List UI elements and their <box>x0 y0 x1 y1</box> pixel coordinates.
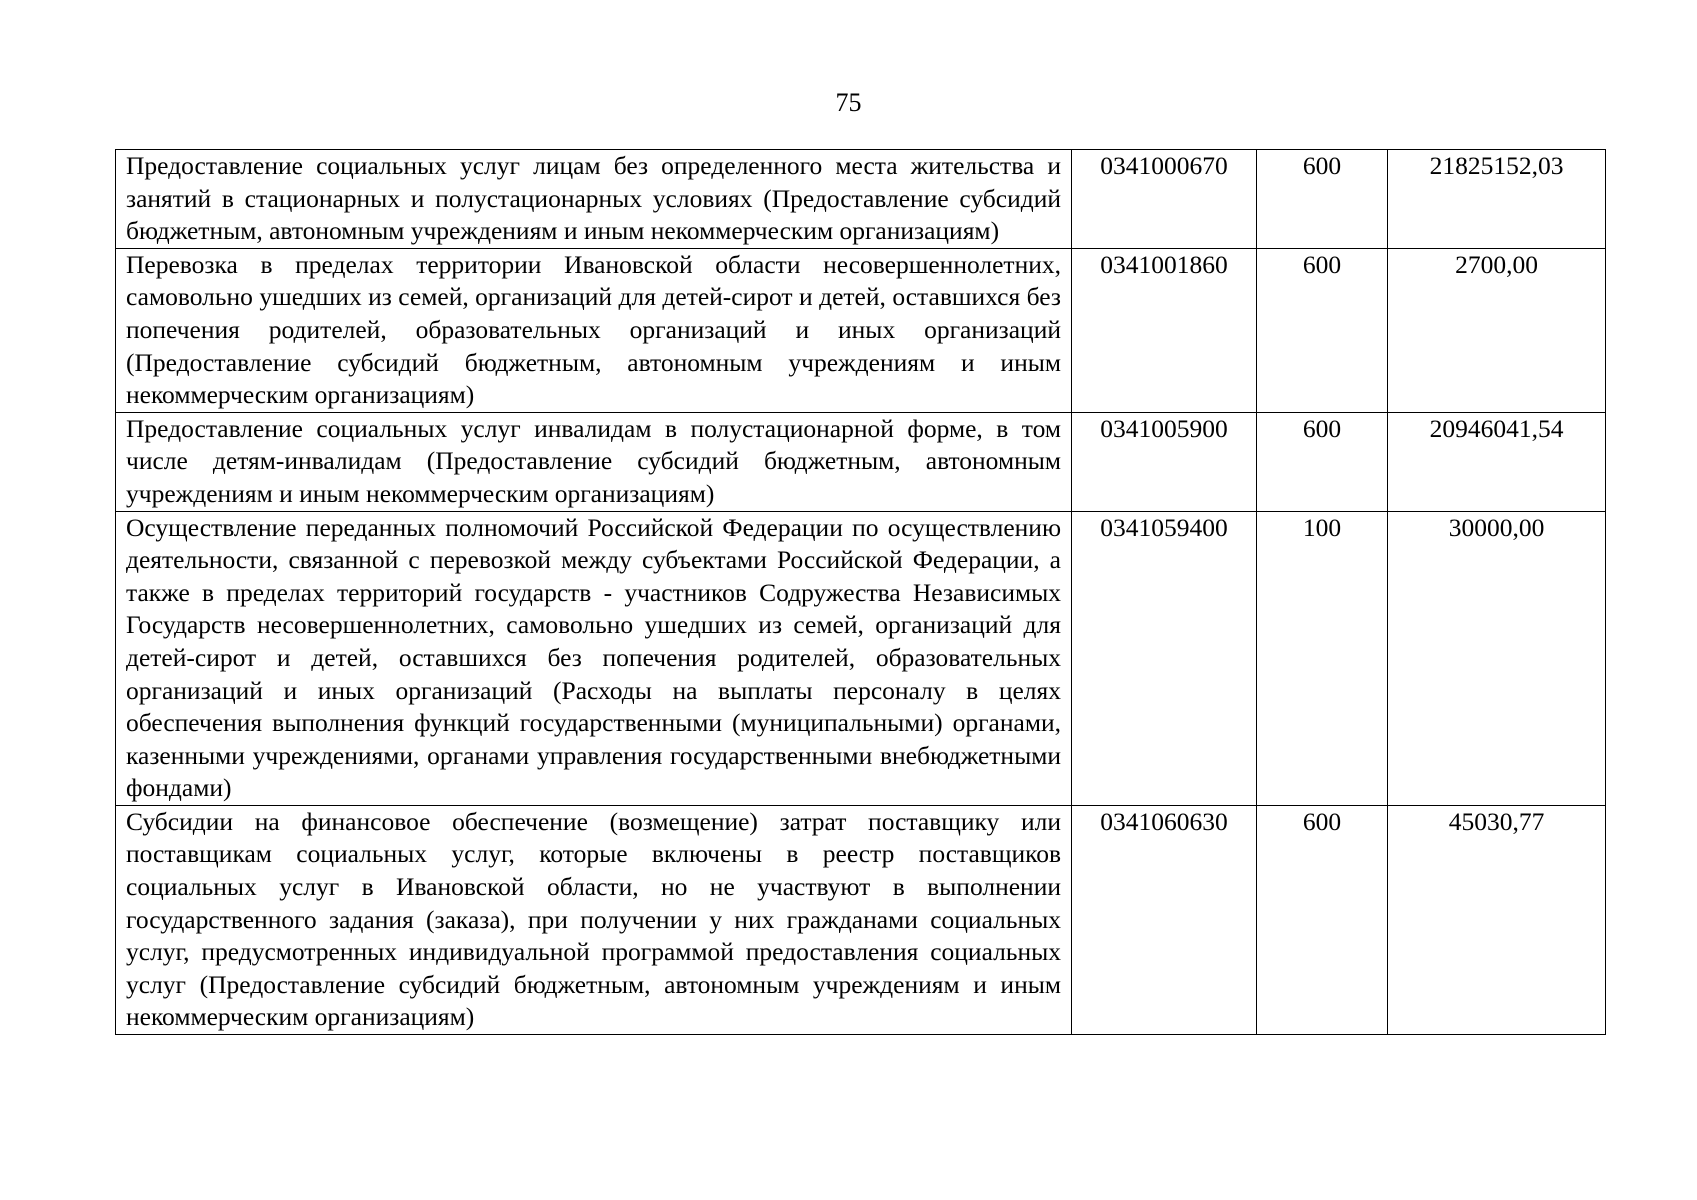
row-amount: 45030,77 <box>1388 805 1606 1034</box>
row-expense-kind: 100 <box>1257 511 1388 805</box>
row-expense-kind: 600 <box>1257 150 1388 249</box>
row-target-code: 0341001860 <box>1072 248 1257 412</box>
table-row <box>116 248 1606 412</box>
row-target-code: 0341005900 <box>1072 412 1257 511</box>
table-row <box>116 511 1606 805</box>
row-target-code: 0341060630 <box>1072 805 1257 1034</box>
row-description: Осуществление переданных полномочий Российской Федерации по осуществлению деятельности, связанной с перевозкой между субъектами Российской Федерации, а также в пределах территорий государств - участников Содружества Независимых Государств несовершеннолетних, самовольно ушедших из семей, организаций для детей-сирот и детей, оставшихся без попечения родителей, образовательных организаций и иных организаций (Расходы на выплаты персоналу в целях обеспечения выполнения функций государственными (муниципальными) органами, казенными учреждениями, органами управления государственными внебюджетными фондами) <box>116 511 1072 805</box>
row-target-code: 0341000670 <box>1072 150 1257 249</box>
row-description: Предоставление социальных услуг лицам без определенного места жительства и занятий в стационарных и полустационарных условиях (Предоставление субсидий бюджетным, автономным учреждениям и иным некоммерческим организациям) <box>116 150 1072 249</box>
row-target-code: 0341059400 <box>1072 511 1257 805</box>
row-expense-kind: 600 <box>1257 412 1388 511</box>
table-row <box>116 412 1606 511</box>
row-amount: 20946041,54 <box>1388 412 1606 511</box>
page-number: 75 <box>835 88 862 117</box>
row-expense-kind: 600 <box>1257 805 1388 1034</box>
row-description: Предоставление социальных услуг инвалидам в полустационарной форме, в том числе детям-инвалидам (Предоставление субсидий бюджетным, автономным учреждениям и иным некоммерческим организациям) <box>116 412 1072 511</box>
row-amount: 30000,00 <box>1388 511 1606 805</box>
row-description: Перевозка в пределах территории Ивановской области несовершеннолетних, самовольно ушедших из семей, организаций для детей-сирот и детей, оставшихся без попечения родителей, образовательных организаций и иных организаций (Предоставление субсидий бюджетным, автономным учреждениям и иным некоммерческим организациям) <box>116 248 1072 412</box>
table-row <box>116 805 1606 1034</box>
row-expense-kind: 600 <box>1257 248 1388 412</box>
row-amount: 21825152,03 <box>1388 150 1606 249</box>
row-description: Субсидии на финансовое обеспечение (возмещение) затрат поставщику или поставщикам социальных услуг, которые включены в реестр поставщиков социальных услуг в Ивановской области, но не участвуют в выполнении государственного задания (заказа), при получении у них гражданами социальных услуг, предусмотренных индивидуальной программой предоставления социальных услуг (Предоставление субсидий бюджетным, автономным учреждениям и иным некоммерческим организациям) <box>116 805 1072 1034</box>
budget-table <box>115 149 1606 1035</box>
table-row <box>116 150 1606 249</box>
row-amount: 2700,00 <box>1388 248 1606 412</box>
